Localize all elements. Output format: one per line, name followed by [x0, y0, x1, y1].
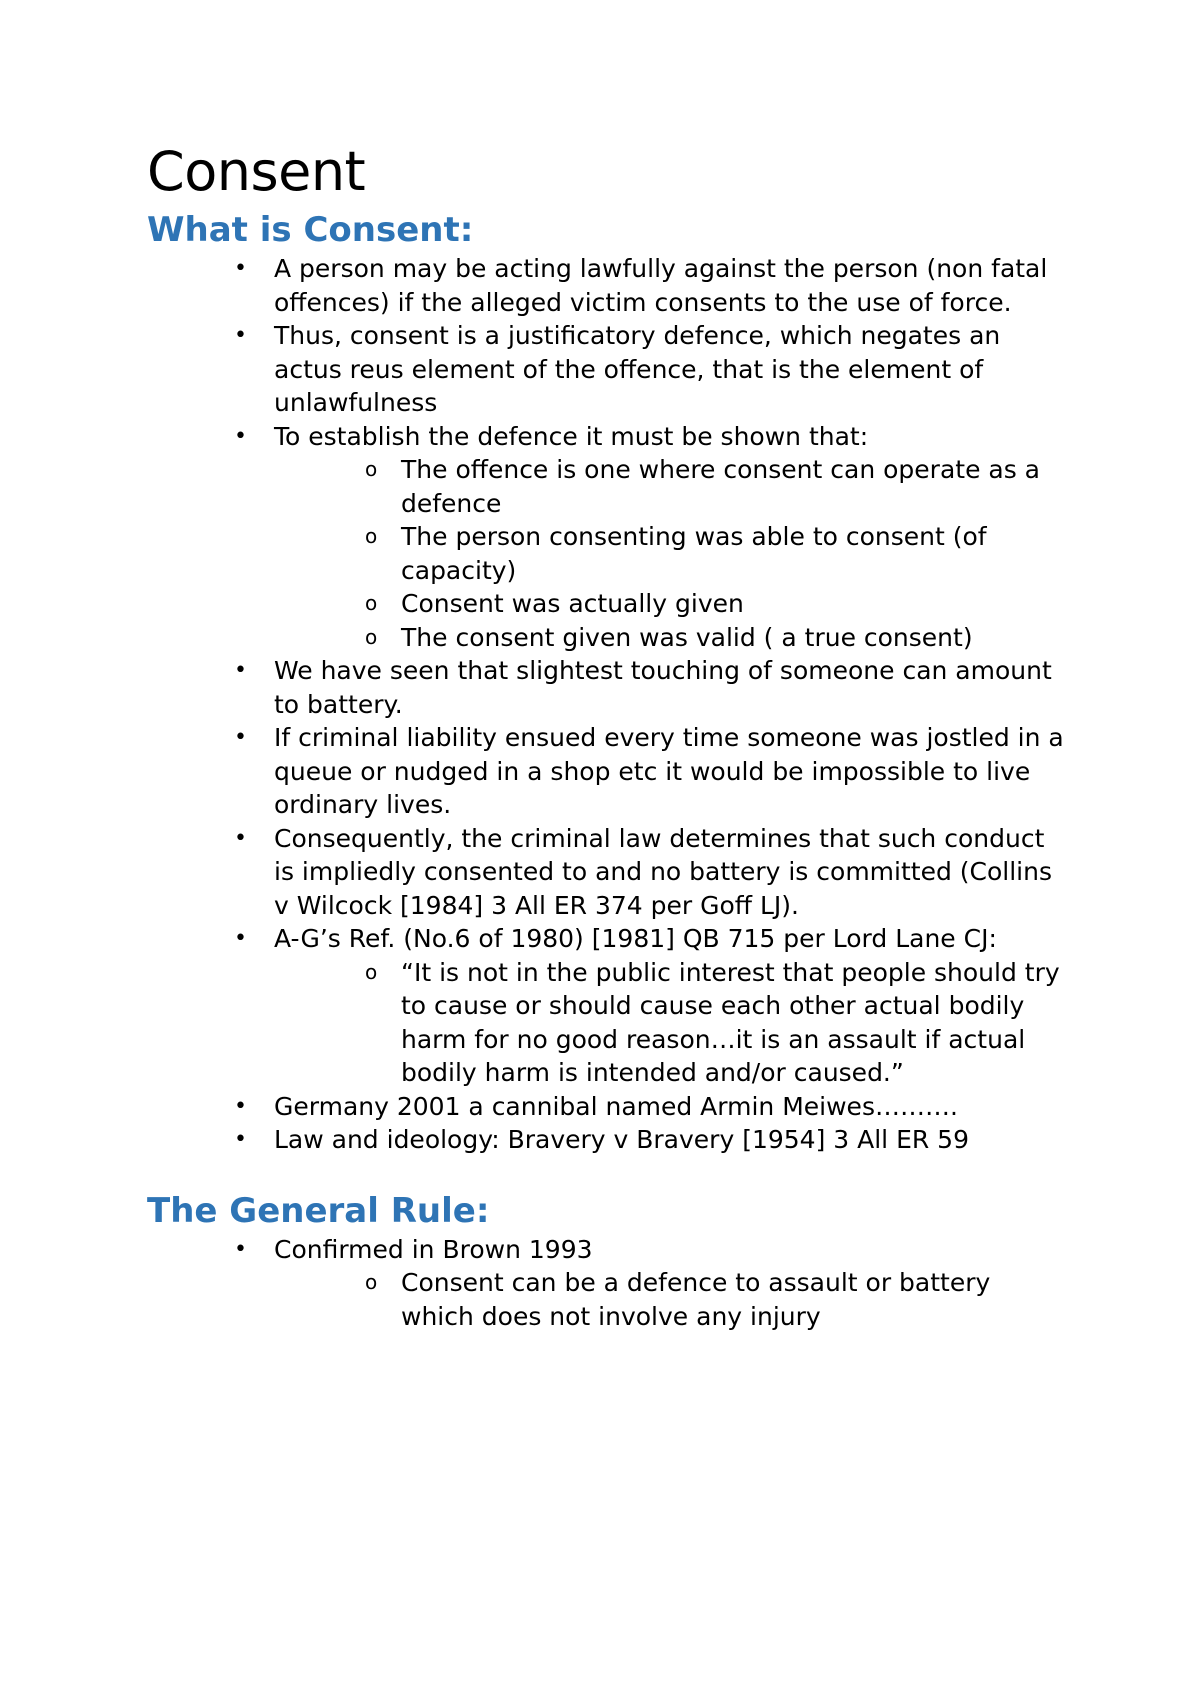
section-heading-what-is-consent: What is Consent:	[147, 210, 474, 250]
list-item-text: Consequently, the criminal law determines that such conduct is impliedly consented to and no battery is committed (Collins v Wilcock [1984] 3 All ER 374 per Goff LJ).	[274, 823, 1052, 920]
list-item-text: Thus, consent is a justificatory defence, which negates an actus reus element of the offence, that is the element of unlawfulness	[274, 321, 1001, 417]
list-item	[234, 1233, 1067, 1334]
hollow-circle-bullet-icon: o	[365, 591, 378, 615]
bullet-icon: •	[234, 256, 247, 281]
list-item-text: A-G’s Ref. (No.6 of 1980) [1981] QB 715 per Lord Lane CJ:	[274, 924, 997, 953]
sub-list-item	[365, 1266, 1067, 1333]
bullet-icon: •	[234, 926, 247, 951]
hollow-circle-bullet-icon: o	[365, 457, 378, 481]
sub-list-item	[365, 621, 1067, 655]
list-item	[234, 1123, 1067, 1157]
sub-list-item-text: “It is not in the public interest that people should try to cause or should cause each other actual bodily harm for no good reason…it is an assault if actual bodily harm is intended and/or caused.”	[401, 957, 1060, 1087]
bullet-icon: •	[234, 1127, 247, 1152]
list-item-text: Confirmed in Brown 1993	[274, 1234, 593, 1264]
bullet-icon: •	[234, 725, 247, 750]
list-item-text: A person may be acting lawfully against the person (non fatal offences) if the alleged victim consents to the use of force.	[274, 254, 1048, 317]
what-is-consent-list	[147, 252, 1067, 1157]
sub-list-item-text: Consent can be a defence to assault or battery which does not involve any injury	[401, 1268, 991, 1331]
bullet-icon: •	[234, 825, 247, 851]
list-item	[234, 721, 1067, 822]
establish-defence-sublist	[274, 453, 1067, 654]
list-item-text: We have seen that slightest touching of someone can amount to battery.	[274, 656, 1052, 719]
section-heading-general-rule: The General Rule:	[147, 1190, 490, 1231]
bullet-icon: •	[234, 1236, 247, 1262]
list-item	[234, 420, 1067, 655]
hollow-circle-bullet-icon: o	[365, 1270, 378, 1294]
document-page	[147, 140, 1067, 1333]
list-item-text: To establish the defence it must be shown that:	[274, 421, 869, 451]
list-item	[234, 252, 1067, 319]
list-item	[234, 654, 1067, 721]
brown-sublist	[274, 1266, 1067, 1333]
list-item-text: If criminal liability ensued every time someone was jostled in a queue or nudged in a shop etc it would be impossible to live ordinary lives.	[274, 723, 1064, 819]
list-item	[234, 922, 1067, 1090]
list-item-text: Germany 2001 a cannibal named Armin Meiwes……….	[274, 1091, 958, 1121]
bullet-icon: •	[234, 323, 247, 348]
list-item	[234, 1090, 1067, 1124]
sub-list-item	[365, 453, 1067, 520]
general-rule-list	[147, 1233, 1067, 1334]
hollow-circle-bullet-icon: o	[365, 624, 378, 649]
bullet-icon: •	[234, 658, 247, 683]
sub-list-item-text: The consent given was valid ( a true consent)	[401, 622, 973, 652]
bullet-icon: •	[234, 1093, 247, 1119]
list-item	[234, 822, 1067, 923]
hollow-circle-bullet-icon: o	[365, 524, 378, 548]
hollow-circle-bullet-icon: o	[365, 959, 378, 984]
sub-list-item-text: Consent was actually given	[401, 589, 744, 618]
bullet-icon: •	[234, 423, 247, 449]
sub-list-item	[365, 956, 1067, 1090]
document-title: Consent	[147, 140, 366, 203]
sub-list-item-text: The offence is one where consent can operate as a defence	[401, 455, 1041, 518]
list-item	[234, 319, 1067, 420]
list-item-text: Law and ideology: Bravery v Bravery [1954] 3 All ER 59	[274, 1125, 969, 1154]
sub-list-item	[365, 520, 1067, 587]
ag-ref-quote-sublist	[274, 956, 1067, 1090]
sub-list-item	[365, 587, 1067, 621]
sub-list-item-text: The person consenting was able to consent (of capacity)	[401, 522, 987, 585]
